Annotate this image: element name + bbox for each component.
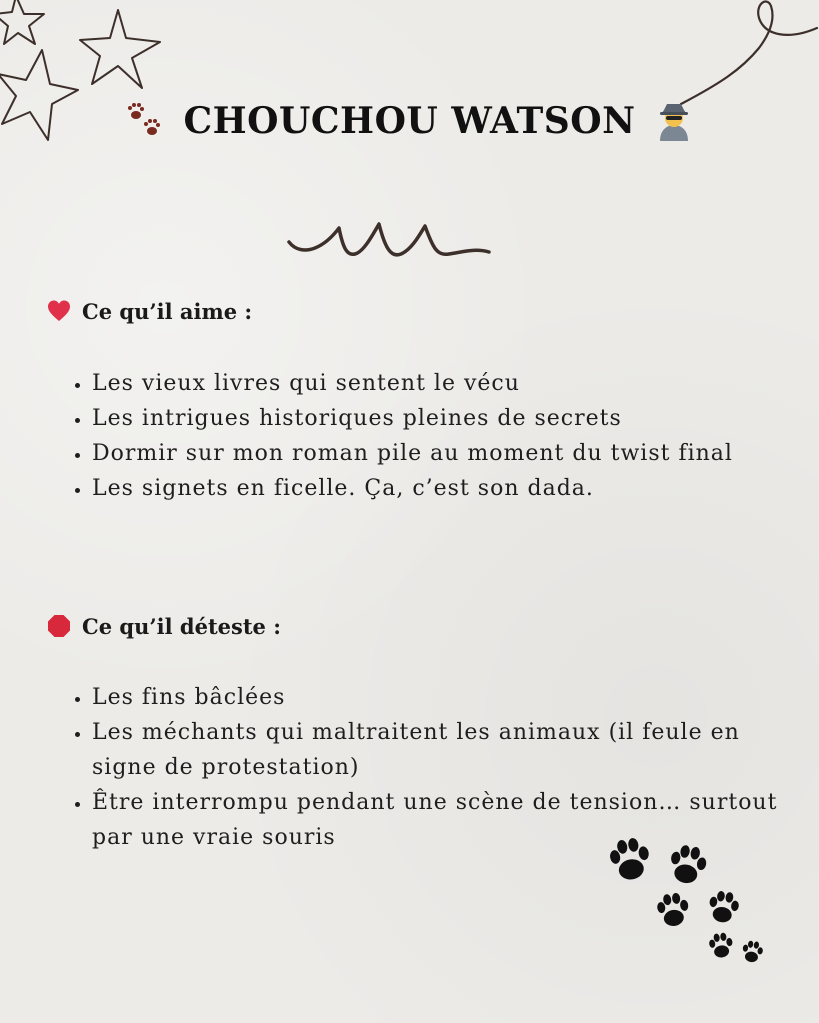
stop-sign-icon [46,613,72,639]
list-item: • Les méchants qui maltraitent les animaux (il feule en signe de protestation) [92,715,792,785]
list-item: • Les vieux livres qui sentent le vécu [92,366,792,401]
list-item: • Les signets en ficelle. Ça, c’est son dada. [92,471,792,506]
likes-heading-row [46,298,252,324]
paw-trail-icon [605,835,785,975]
list-item: • Les fins bâclées [92,680,792,715]
list-item: • Être interrompu pendant une scène de tension… surtout par une vraie souris [92,785,792,855]
string-loop-doodle-icon [679,0,819,110]
squiggle-divider-icon [285,218,495,268]
title-row [0,100,819,142]
likes-list [70,366,792,506]
list-item: • Les intrigues historiques pleines de secrets [92,401,792,436]
dislikes-list [70,680,792,855]
dislikes-heading-row [46,613,281,639]
red-heart-icon [46,298,72,324]
dislikes-heading: Ce qu’il déteste : [82,613,281,639]
detective-icon [654,101,694,141]
paw-prints-icon [125,101,165,141]
list-item: • Dormir sur mon roman pile au moment du twist final [92,436,792,471]
likes-heading: Ce qu’il aime : [82,298,253,324]
page-title: CHOUCHOU WATSON [183,100,636,142]
